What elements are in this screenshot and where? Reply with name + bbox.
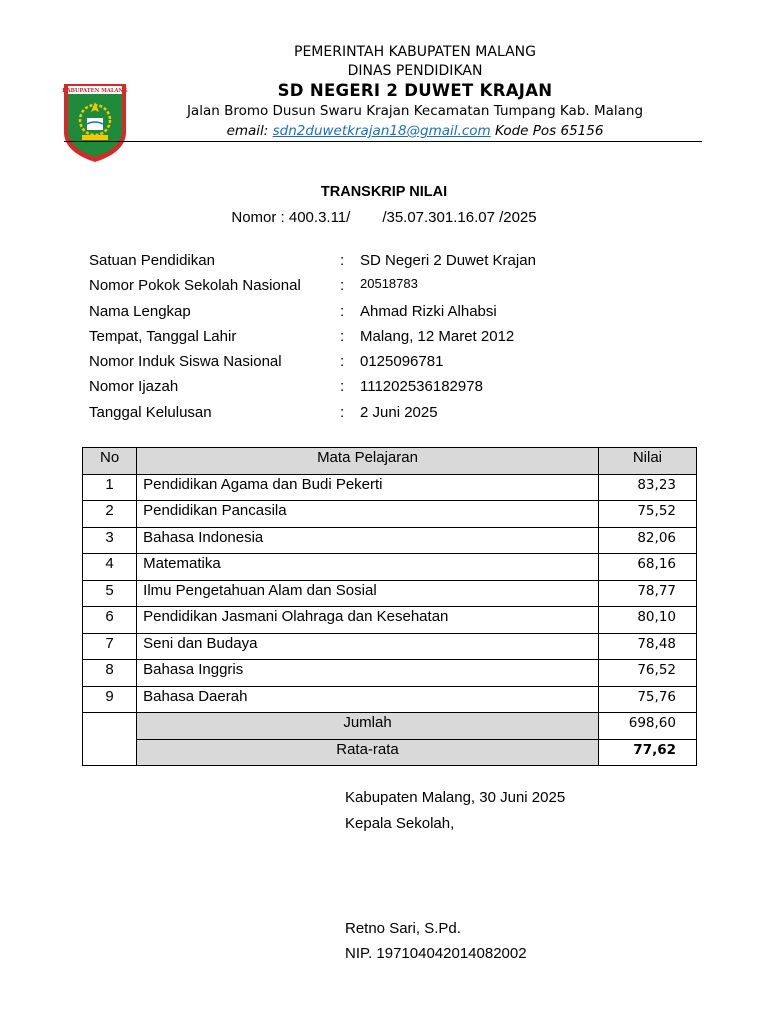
info-label: Nomor Ijazah <box>89 378 179 396</box>
info-colon: : <box>340 252 345 269</box>
department-name: DINAS PENDIDIKAN <box>347 63 483 79</box>
average-value: 77,62 <box>598 739 696 766</box>
document-number <box>0 209 768 226</box>
info-label: Satuan Pendidikan <box>89 252 215 269</box>
row-score: 80,10 <box>598 607 696 634</box>
document-title: TRANSKRIP NILAI <box>320 184 448 200</box>
svg-text:KABUPATEN MALANG: KABUPATEN MALANG <box>62 88 128 94</box>
info-label: Nomor Induk Siswa Nasional <box>89 353 282 371</box>
row-score: 83,23 <box>598 474 696 501</box>
row-score: 78,77 <box>598 580 696 607</box>
table-row <box>83 474 697 501</box>
row-subject: Bahasa Daerah <box>137 686 599 713</box>
info-label: Tanggal Kelulusan <box>89 403 212 421</box>
average-row <box>83 739 697 766</box>
table-header-row <box>83 448 697 475</box>
row-subject: Seni dan Budaya <box>137 633 599 660</box>
header-divider <box>64 141 702 142</box>
row-no: 2 <box>83 501 137 528</box>
header-subject: Mata Pelajaran <box>137 448 599 475</box>
contact-line <box>160 123 670 139</box>
row-subject: Pendidikan Pancasila <box>137 501 599 528</box>
document-number-prefix: Nomor : 400.3.11/ <box>231 209 351 226</box>
government-name: PEMERINTAH KABUPATEN MALANG <box>294 44 536 60</box>
total-value: 698,60 <box>598 713 696 740</box>
grades-table <box>82 447 697 766</box>
row-no: 6 <box>83 607 137 634</box>
row-subject: Matematika <box>137 554 599 581</box>
average-label: Rata-rata <box>137 739 599 766</box>
row-score: 75,76 <box>598 686 696 713</box>
school-name: SD NEGERI 2 DUWET KRAJAN <box>277 81 553 100</box>
info-label: Nama Lengkap <box>89 302 191 320</box>
header-no: No <box>83 448 137 475</box>
table-row <box>83 501 697 528</box>
table-row <box>83 660 697 687</box>
row-no: 8 <box>83 660 137 687</box>
row-no: 9 <box>83 686 137 713</box>
table-row <box>83 527 697 554</box>
row-no: 4 <box>83 554 137 581</box>
kabupaten-malang-logo <box>62 80 128 164</box>
row-subject: Bahasa Inggris <box>137 660 599 687</box>
info-colon: : <box>340 403 345 421</box>
row-no: 7 <box>83 633 137 660</box>
info-value: Ahmad Rizki Alhabsi <box>360 302 497 320</box>
row-score: 68,16 <box>598 554 696 581</box>
row-score: 76,52 <box>598 660 696 687</box>
row-subject: Pendidikan Agama dan Budi Pekerti <box>137 474 599 501</box>
email-link[interactable]: sdn2duwetkrajan18@gmail.com <box>272 123 491 139</box>
signature-place-date: Kabupaten Malang, 30 Juni 2025 <box>345 789 566 806</box>
row-no: 5 <box>83 580 137 607</box>
info-value: Malang, 12 Maret 2012 <box>360 327 515 345</box>
info-label: Nomor Pokok Sekolah Nasional <box>89 277 301 295</box>
row-subject: Bahasa Indonesia <box>137 527 599 554</box>
info-value: SD Negeri 2 Duwet Krajan <box>360 252 536 269</box>
info-colon: : <box>340 302 345 320</box>
signature-name: Retno Sari, S.Pd. <box>345 920 461 937</box>
row-subject: Ilmu Pengetahuan Alam dan Sosial <box>137 580 599 607</box>
total-label: Jumlah <box>137 713 599 740</box>
postal-code: Kode Pos 65156 <box>490 123 604 139</box>
info-value: 0125096781 <box>360 353 444 371</box>
info-value: 111202536182978 <box>360 378 483 396</box>
header-score: Nilai <box>598 448 696 475</box>
row-no: 3 <box>83 527 137 554</box>
info-colon: : <box>340 353 345 371</box>
table-row <box>83 580 697 607</box>
info-colon: : <box>340 327 345 345</box>
summary-empty-cell <box>83 713 137 766</box>
info-value: 2 Juni 2025 <box>360 403 438 421</box>
row-score: 82,06 <box>598 527 696 554</box>
table-row <box>83 686 697 713</box>
info-colon: : <box>340 378 345 396</box>
signature-position: Kepala Sekolah, <box>345 815 455 832</box>
row-no: 1 <box>83 474 137 501</box>
info-colon: : <box>340 277 345 295</box>
school-address: Jalan Bromo Dusun Swaru Krajan Kecamatan Tumpang Kab. Malang <box>186 103 644 119</box>
info-label: Tempat, Tanggal Lahir <box>89 327 237 345</box>
table-row <box>83 607 697 634</box>
email-label: email: <box>226 123 273 139</box>
document-number-suffix: /35.07.301.16.07 /2025 <box>382 209 537 226</box>
row-score: 78,48 <box>598 633 696 660</box>
row-subject: Pendidikan Jasmani Olahraga dan Kesehatan <box>137 607 599 634</box>
row-score: 75,52 <box>598 501 696 528</box>
signature-nip: NIP. 197104042014082002 <box>345 945 527 962</box>
total-row <box>83 713 697 740</box>
table-row <box>83 554 697 581</box>
table-row <box>83 633 697 660</box>
info-value: 20518783 <box>360 276 418 292</box>
